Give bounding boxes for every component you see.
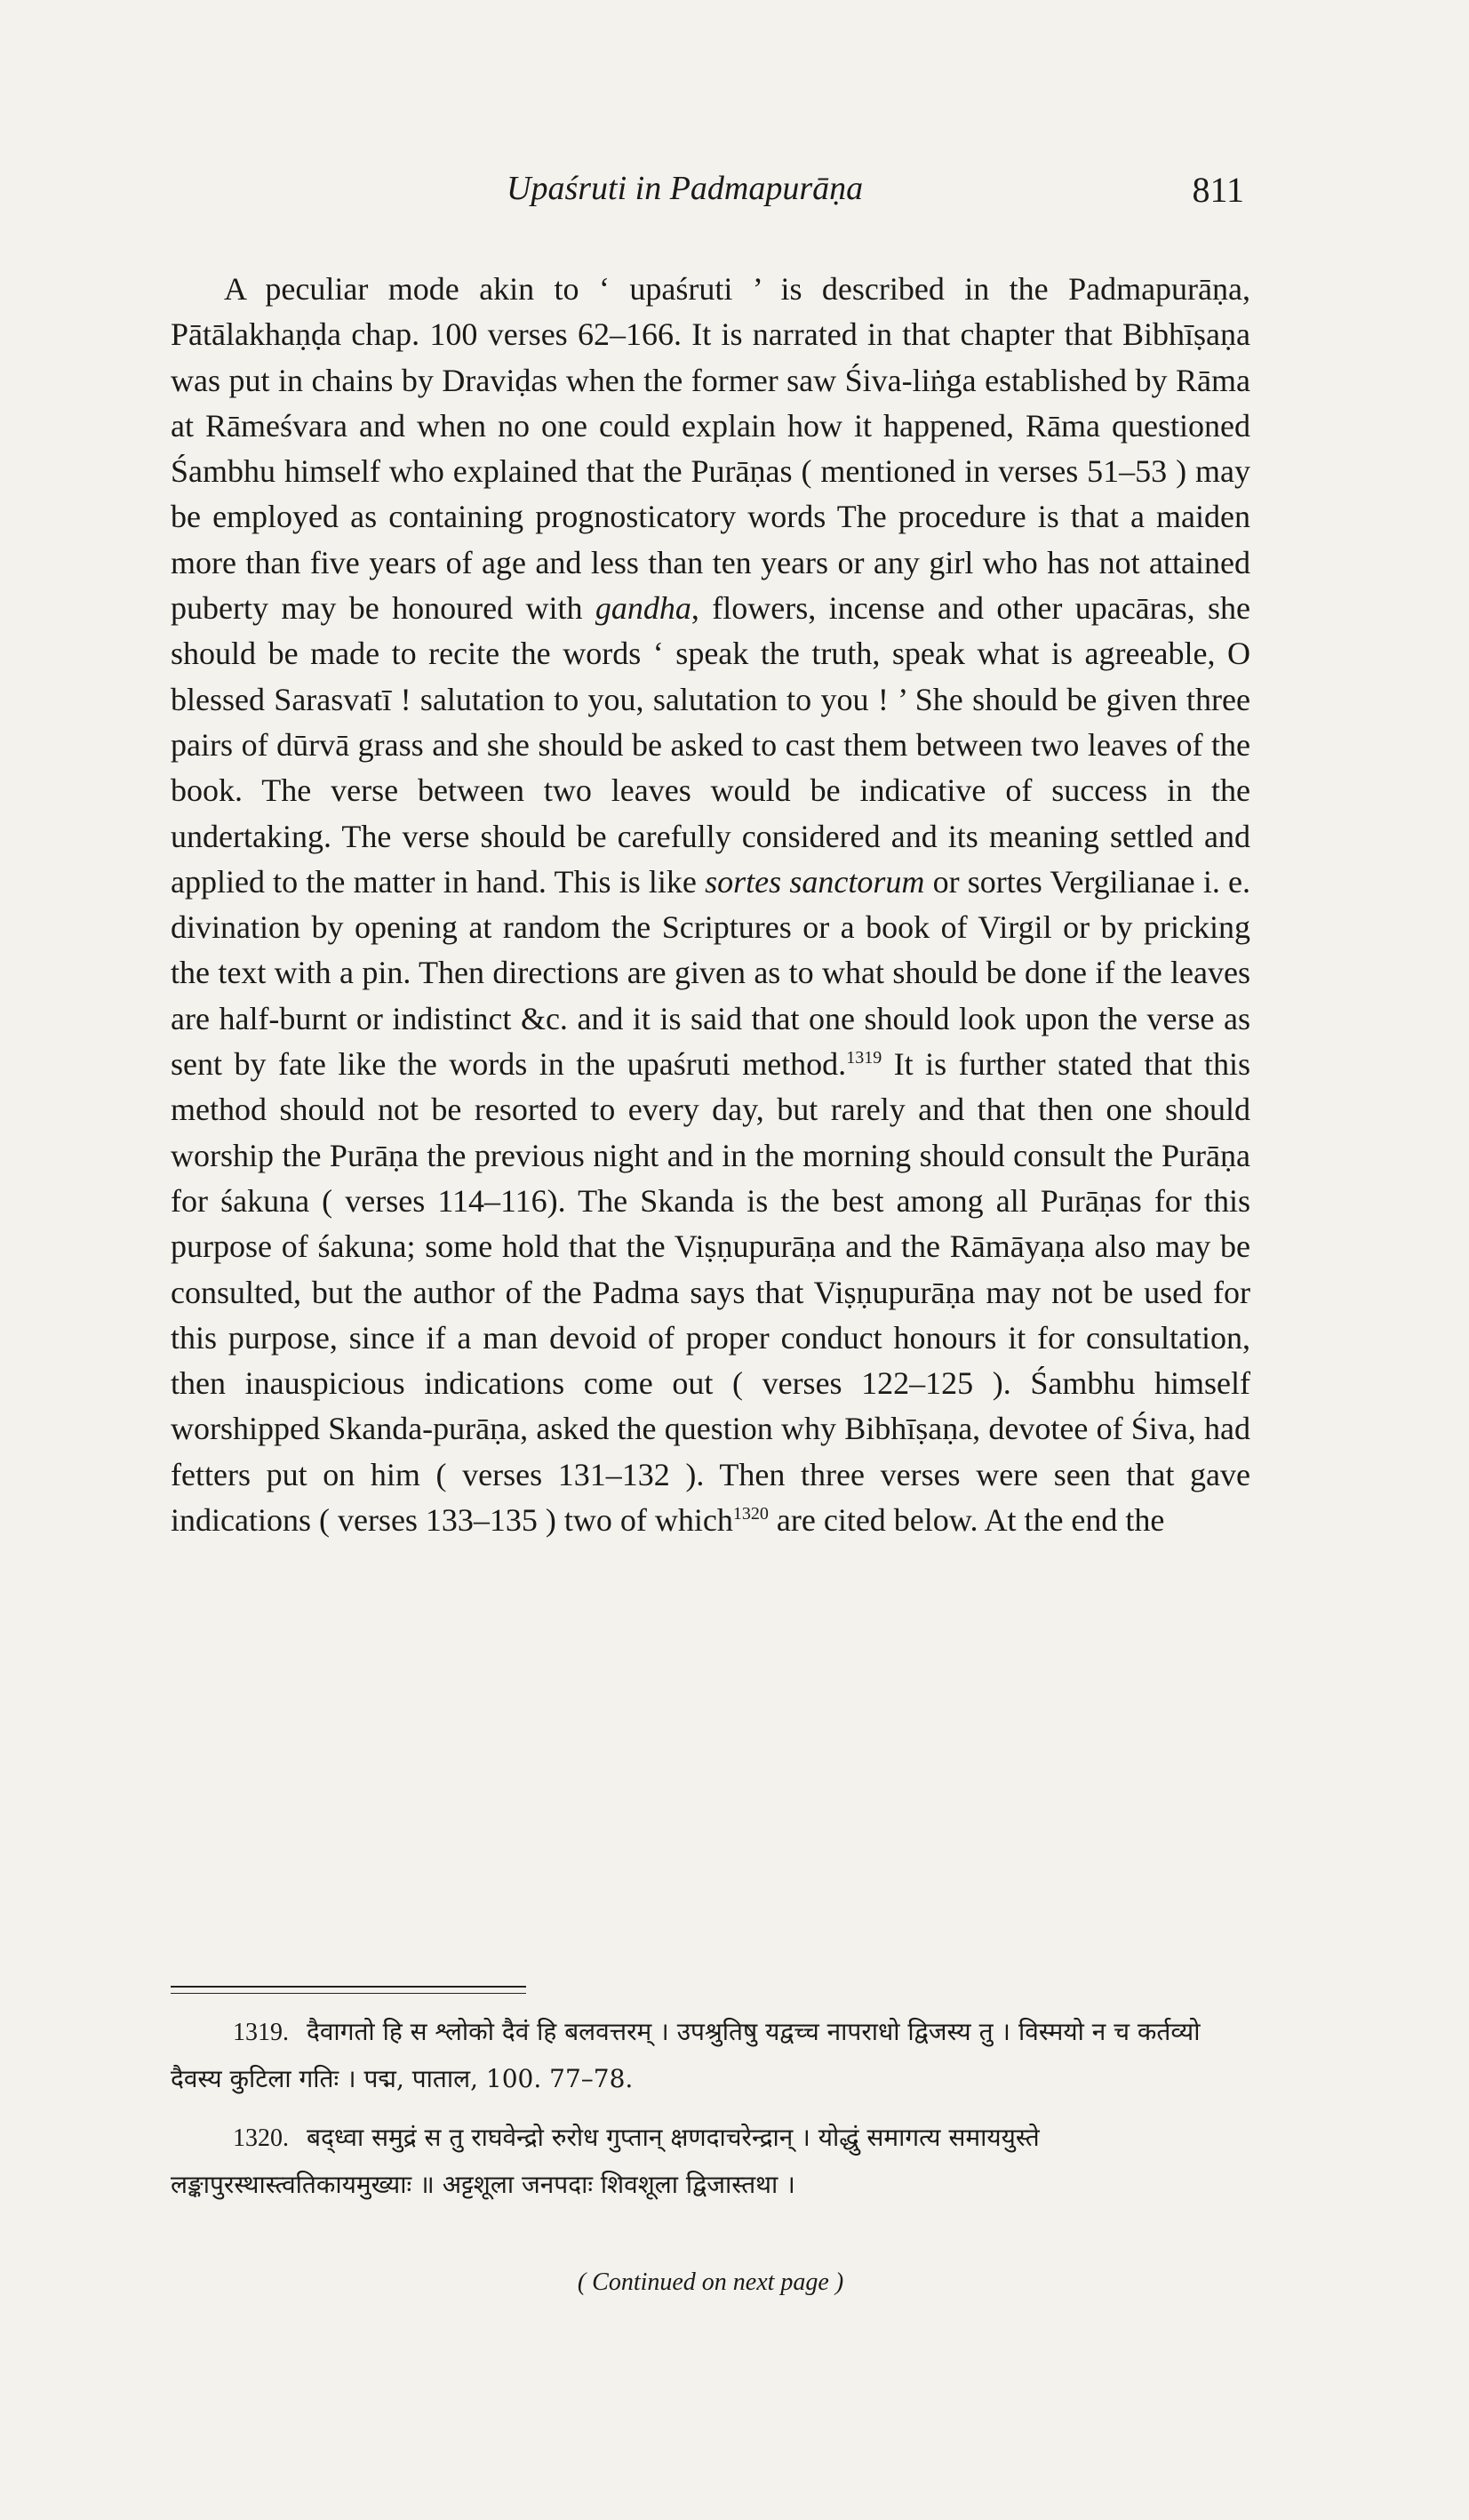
footnote-divider — [171, 1986, 526, 1988]
paragraph-part-2: , flowers, incense and other upacāras, she should be made to recite the words ‘ speak the truth, speak what is agreeable, O blessed Sarasvatī ! salutation to you, salutation to you ! ’ She should be given three pairs of dūrvā grass and she should be asked to cast them between two leaves of the book. The verse between two leaves would be indicative of success in the undertaking. The verse should be carefully considered and its meaning settled and applied to the matter in hand. This is like — [171, 590, 1251, 900]
paragraph-part-4: It is further stated that this method should not be resorted to every day, but rarely and that then one should worship the Purāṇa the previous night and in the morning should consult the Purāṇa for śakuna ( verses 114–116). The Skanda is the best among all Purāṇas for this purpose of śakuna; some hold that the Viṣṇupurāṇa and the Rāmāyaṇa also may be consulted, but the author of the Padma says that Viṣṇupurāṇa may not be used for this purpose, since if a man devoid of proper conduct honours it for consultation, then inauspicious indications come out ( verses 122–125 ). Śambhu himself worshipped Skanda-purāṇa, asked the question why Bibhīṣaṇa, devotee of Śiva, had fetters put on him ( verses 131–132 ). Then three verses were seen that gave indications ( verses 133–135 ) two of which — [171, 1046, 1250, 1539]
footnote — [171, 2115, 1250, 2208]
footnote — [171, 2009, 1250, 2102]
footnote-ref-1320[interactable]: 1320 — [732, 1504, 769, 1524]
page-number: 811 — [1192, 170, 1244, 210]
footnote-number: 1319. — [233, 2019, 289, 2046]
running-title: Upaśruti in Padmapurāṇa — [507, 170, 864, 207]
term-gandha: gandha — [595, 590, 691, 627]
footnote-ref-1319[interactable]: 1319 — [846, 1048, 882, 1068]
footnote-divider-thin — [171, 1993, 526, 1994]
continued-note: ( Continued on next page ) — [577, 2268, 844, 2296]
term-sortes-sanctorum: sortes sanctorum — [705, 863, 925, 900]
footnote-text: दैवागतो हि स श्लोको दैवं हि बलवत्तरम् । उपश्रुतिषु यद्वच्च नापराधो द्विजस्य तु । विस्मयो न च कर्तव्यो दैवस्य कुटिला गतिः । पद्म, पाताल, 100. 77–78. — [171, 2017, 1201, 2093]
paragraph-part-5: are cited below. At the end the — [768, 1502, 1165, 1539]
footnote-text: बद्ध्वा समुद्रं स तु राघवेन्द्रो रुरोध गुप्तान् क्षणदाचरेन्द्रान् । योद्धुं समागत्य समाययुस्ते लङ्कापुरस्थास्त्वतिकायमुख्याः ॥ अट्टशूला जनपदाः शिवशूला द्विजास्तथा । — [171, 2123, 1040, 2199]
paragraph-lead: A peculiar mode akin to ‘ upaśruti ’ is described in the Padmapurāṇa, Pātālakhaṇḍa chap. 100 verses 62–166. It is narrated in that chapter that Bibhīṣaṇa was put in chains by Draviḍas when the former saw Śiva-liṅga established by Rāma at Rāmeśvara and when no one could explain how it happened, Rāma questioned Śambhu himself who explained that the Purāṇas ( mentioned in verses 51–53 ) may be employed as containing prognosticatory words The procedure is that a maiden more than five years of age and less than ten years or any girl who has not attained puberty may be honoured with — [171, 271, 1250, 627]
footnotes — [171, 2009, 1250, 2220]
body-text — [171, 267, 1250, 1543]
body-paragraph — [171, 267, 1250, 1543]
footnote-number: 1320. — [233, 2124, 289, 2152]
paragraph-part-3: or sortes Vergilianae i. e. divination by opening at random the Scriptures or a book of Virgil or by pricking the text with a pin. Then directions are given as to what should be done if the leaves are half-burnt or indistinct &c. and it is said that one should look upon the verse as sent by fate like the words in the upaśruti method. — [171, 863, 1251, 1083]
page-header — [169, 169, 1297, 222]
